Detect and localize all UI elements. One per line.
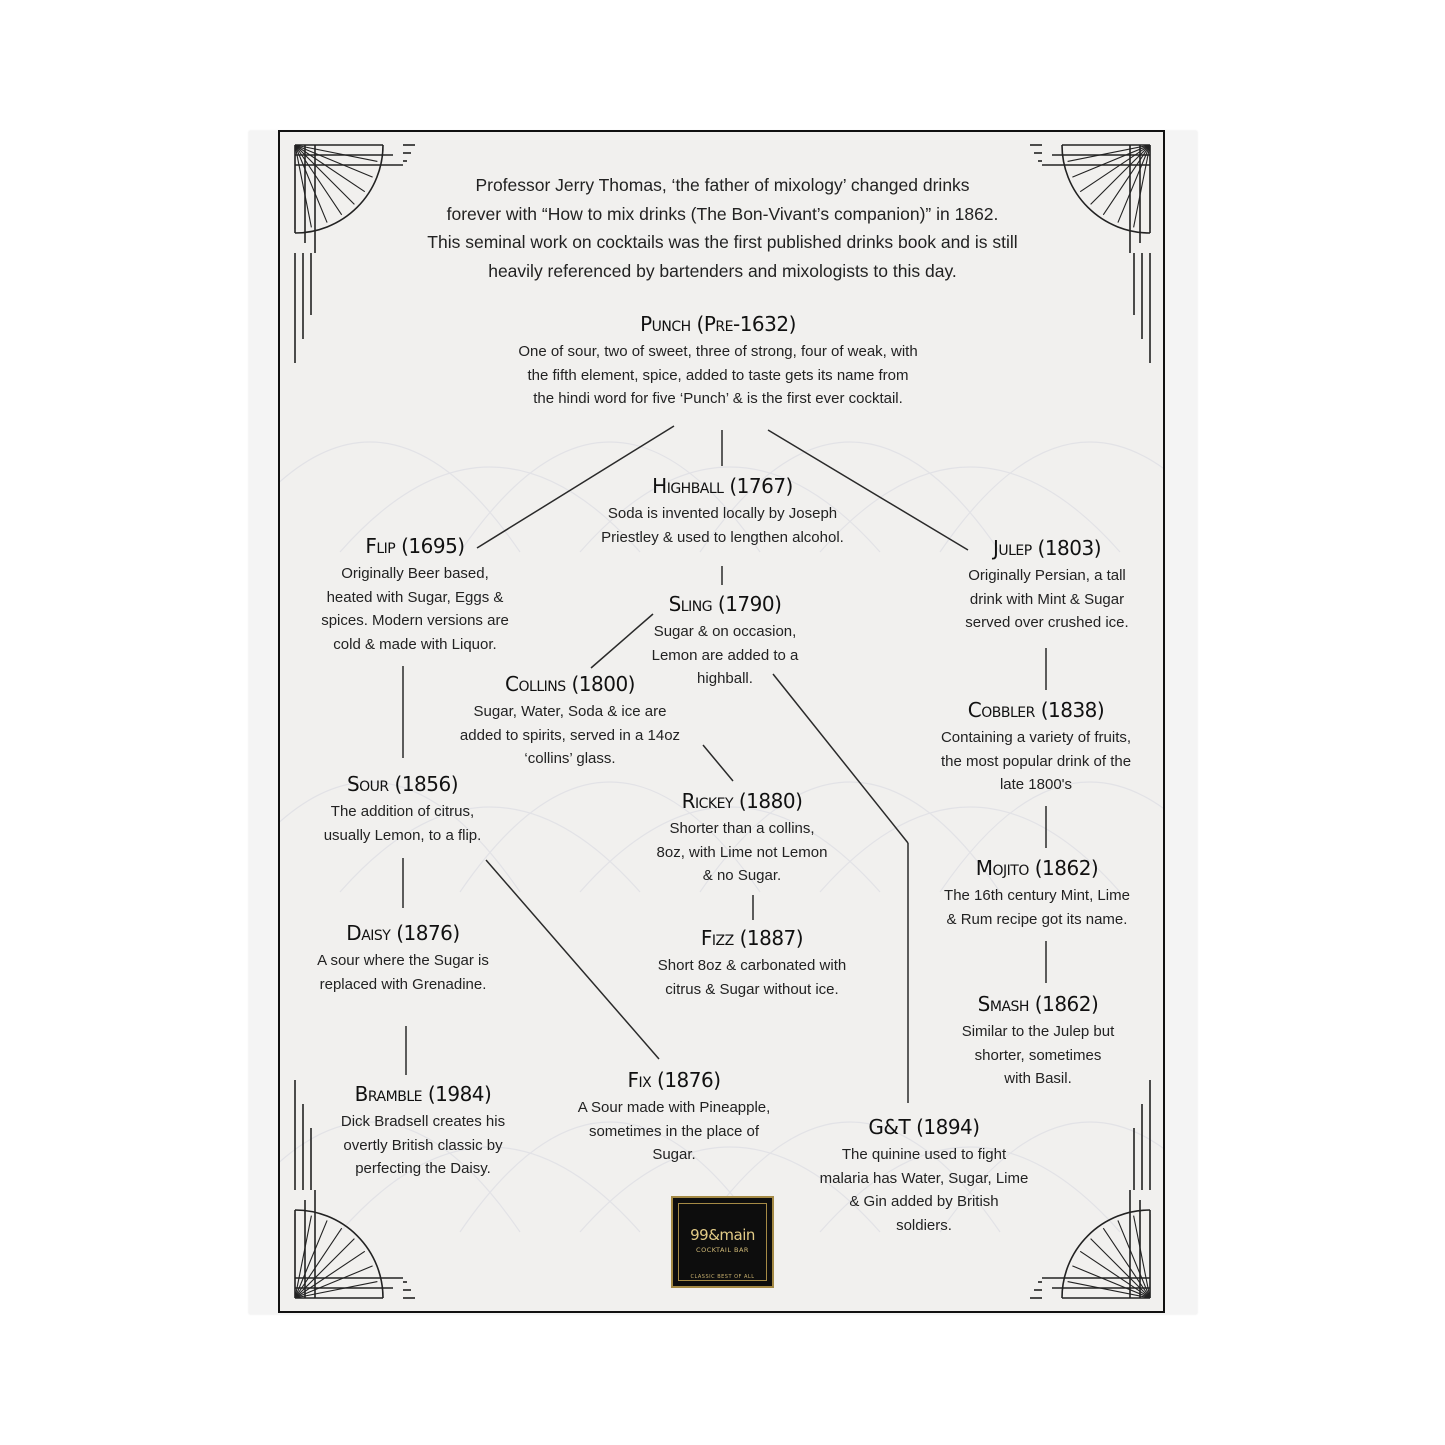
desc-line: the fifth element, spice, added to taste gets its name from: [527, 366, 909, 384]
intro-line: Professor Jerry Thomas, ‘the father of mixology’ changed drinks: [475, 175, 970, 195]
node-bramble: [312, 1082, 534, 1181]
node-fix: [556, 1068, 792, 1167]
node-desc: [930, 1020, 1146, 1091]
desc-line: Lemon are added to a: [651, 646, 799, 664]
desc-line: & Gin added by British: [849, 1193, 999, 1210]
node-gt: [800, 1115, 1048, 1237]
node-smash: [930, 992, 1146, 1091]
node-desc: [312, 1110, 534, 1181]
desc-line: Originally Persian, a tall: [968, 567, 1126, 584]
node-title: Punch (Pre-1632): [640, 312, 796, 336]
desc-line: The addition of citrus,: [330, 803, 475, 820]
node-title: Fix (1876): [627, 1068, 721, 1092]
desc-line: Short 8oz & carbonated with: [657, 957, 847, 974]
desc-line: late 1800's: [999, 776, 1073, 793]
logo-name: 99&main: [690, 1226, 755, 1244]
node-desc: [300, 800, 505, 847]
node-rickey: [636, 789, 848, 888]
desc-line: Originally Beer based,: [341, 565, 489, 582]
node-mojito: [926, 856, 1148, 931]
desc-line: perfecting the Daisy.: [355, 1160, 491, 1177]
node-desc: [425, 700, 715, 771]
desc-line: the most popular drink of the: [940, 752, 1132, 770]
node-daisy: [292, 921, 514, 996]
node-desc: [932, 564, 1162, 635]
desc-line: highball.: [697, 670, 753, 687]
desc-line: Containing a variety of fruits,: [940, 729, 1132, 746]
desc-line: drink with Mint & Sugar: [969, 590, 1125, 608]
node-title: Sour (1856): [346, 772, 459, 796]
node-desc: [300, 562, 530, 656]
desc-line: heated with Sugar, Eggs &: [326, 588, 504, 606]
node-title: Mojito (1862): [975, 856, 1099, 880]
desc-line: The quinine used to fight: [841, 1146, 1007, 1163]
desc-line: & no Sugar.: [702, 867, 782, 884]
desc-line: One of sour, two of sweet, three of strong, four of weak, with: [518, 343, 918, 360]
desc-line: Dick Bradsell creates his: [340, 1113, 506, 1130]
node-punch: [462, 312, 974, 411]
node-title: Collins (1800): [505, 672, 635, 696]
desc-line: soldiers.: [896, 1216, 952, 1234]
desc-line: cold & made with Liquor.: [333, 635, 497, 653]
intro-paragraph: [360, 171, 1085, 285]
node-desc: [636, 817, 848, 888]
desc-line: added to spirits, served in a 14oz: [459, 726, 681, 744]
desc-line: Sugar & on occasion,: [653, 623, 797, 640]
node-title: Sling (1790): [668, 592, 782, 616]
node-desc: [636, 954, 868, 1001]
desc-line: & Rum recipe got its name.: [946, 910, 1128, 928]
bar-logo: [671, 1196, 774, 1288]
node-julep: [932, 536, 1162, 635]
node-collins: [425, 672, 715, 771]
desc-line: the hindi word for five ‘Punch’ & is the first ever cocktail.: [533, 390, 903, 407]
desc-line: Priestley & used to lengthen alcohol.: [601, 528, 844, 546]
node-flip: [300, 534, 530, 656]
node-desc: [292, 949, 514, 996]
intro-line: This seminal work on cocktails was the first published drinks book and is still: [427, 232, 1018, 252]
desc-line: Soda is invented locally by Joseph: [607, 505, 838, 522]
node-desc: [920, 726, 1152, 797]
node-title: Cobbler (1838): [967, 698, 1105, 722]
desc-line: malaria has Water, Sugar, Lime: [819, 1169, 1029, 1187]
node-desc: [560, 502, 885, 549]
node-title: Bramble (1984): [354, 1082, 492, 1106]
corner-ornament-bottom-right: [1030, 1080, 1150, 1298]
desc-line: citrus & Sugar without ice.: [665, 980, 839, 998]
desc-line: The 16th century Mint, Lime: [944, 887, 1130, 904]
node-title: Fizz (1887): [700, 926, 804, 950]
node-desc: [462, 340, 974, 411]
intro-line: forever with “How to mix drinks (The Bon-Vivant’s companion)” in 1862.: [446, 203, 999, 224]
desc-line: A Sour made with Pineapple,: [577, 1099, 771, 1116]
node-title: Flip (1695): [365, 534, 465, 558]
desc-line: replaced with Grenadine.: [319, 975, 487, 993]
node-desc: [926, 884, 1148, 931]
node-fizz: [636, 926, 868, 1001]
node-title: Rickey (1880): [681, 789, 803, 813]
desc-line: usually Lemon, to a flip.: [323, 826, 482, 844]
node-cobbler: [920, 698, 1152, 797]
node-sour: [300, 772, 505, 847]
logo-subtitle: COCKTAIL BAR: [696, 1246, 749, 1254]
node-title: Highball (1767): [652, 474, 793, 498]
desc-line: Similar to the Julep but: [961, 1023, 1115, 1040]
node-desc: [800, 1143, 1048, 1237]
desc-line: served over crushed ice.: [965, 614, 1129, 631]
desc-line: A sour where the Sugar is: [317, 952, 489, 969]
desc-line: Sugar.: [652, 1146, 696, 1163]
desc-line: 8oz, with Lime not Lemon: [656, 843, 828, 861]
desc-line: sometimes in the place of: [588, 1122, 760, 1140]
logo-tagline: CLASSIC BEST OF ALL: [690, 1274, 755, 1280]
desc-line: shorter, sometimes: [974, 1046, 1102, 1064]
node-desc: [556, 1096, 792, 1167]
desc-line: with Basil.: [1004, 1070, 1072, 1087]
desc-line: overtly British classic by: [343, 1136, 503, 1154]
node-highball: [560, 474, 885, 549]
node-title: Julep (1803): [992, 536, 1102, 560]
desc-line: spices. Modern versions are: [321, 612, 509, 629]
node-title: Smash (1862): [977, 992, 1099, 1016]
node-title: G&T (1894): [868, 1115, 980, 1139]
desc-line: ‘collins’ glass.: [524, 750, 616, 767]
node-title: Daisy (1876): [346, 921, 460, 945]
desc-line: Shorter than a collins,: [669, 820, 815, 837]
desc-line: Sugar, Water, Soda & ice are: [473, 703, 667, 720]
intro-line: heavily referenced by bartenders and mixologists to this day.: [488, 260, 957, 281]
